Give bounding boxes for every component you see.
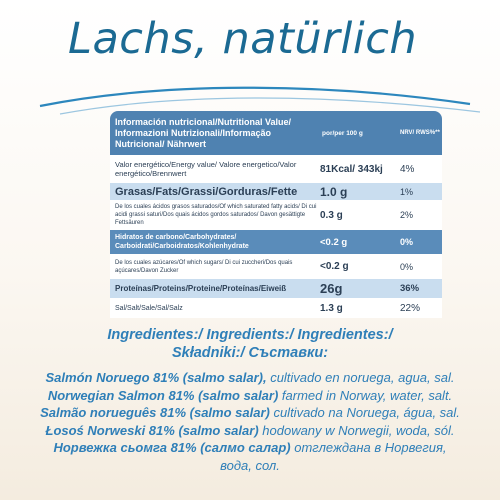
ingredient-line-bg-bold: Норвежка сьомга 81% (салмо салар) xyxy=(53,440,291,455)
row-energy xyxy=(110,155,442,183)
carbs-value: <0.2 g xyxy=(320,236,348,248)
ingredient-line-en-rest: farmed in Norway, water, salt. xyxy=(278,387,453,403)
energy-label: Valor energético/Energy value/ Valore energetico/Valor energético/Brennwert xyxy=(115,159,297,178)
ingredient-line-es-rest: cultivado en noruega, agua, sal. xyxy=(266,370,455,385)
carbs-nrv: 0% xyxy=(400,237,414,247)
row-protein xyxy=(110,279,442,298)
nutrition-header-label: Información nutricional/Nutritional Value/ Informazioni Nutrizionali/Informação Nutricional/ Nährwert xyxy=(115,117,292,149)
ingredient-line-bg-cont-text: вода, сол. xyxy=(220,457,280,473)
sugars-label: De los cuales azúcares/Of which sugars/ Di cui zuccheri/Dos quais açúcares/Davon Zucker xyxy=(115,259,293,274)
row-carbs xyxy=(110,230,442,254)
fat-label: Grasas/Fats/Grassi/Gorduras/Fette xyxy=(115,185,298,198)
ingredient-line-pt-rest: cultivado na Noruega, água, sal. xyxy=(269,405,460,420)
ingredient-line-bg-cont xyxy=(0,457,500,475)
salt-nrv: 22% xyxy=(400,302,421,314)
carbs-label: Hidratos de carbono/Carbohydrates/ Carboidrati/Carboidratos/Kohlenhydrate xyxy=(115,234,249,250)
saturated-value: 0.3 g xyxy=(320,209,343,221)
fat-value: 1.0 g xyxy=(320,184,348,199)
nrv-header: NRV/ RWS%** xyxy=(400,129,440,136)
salt-label: Sal/Salt/Sale/Sal/Salz xyxy=(115,304,183,312)
sugars-nrv: 0% xyxy=(400,261,414,272)
nutrition-table xyxy=(110,111,442,318)
ingredients-title-line-2: Składniki:/ Съставки: xyxy=(171,345,329,361)
protein-value: 26g xyxy=(320,281,343,296)
per-100g-header: por/per 100 g xyxy=(322,129,363,137)
ingredients-title-line-1: Ingredientes:/ Ingredients:/ Ingredientes:/ xyxy=(107,327,393,343)
ingredient-line-es-bold: Salmón Noruego 81% (salmo salar), xyxy=(45,370,267,385)
ingredient-line-pl-rest: hodowany w Norwegii, woda, sól. xyxy=(258,422,455,438)
saturated-label: De los cuales ácidos grasos saturados/Of which saturated fatty acids/ Di cui acidi grassi saturi/Dos quais ácidos gordos saturados/ Davon gesättigte Fettsäuren xyxy=(115,204,317,226)
ingredient-line-bg xyxy=(0,439,500,457)
ingredient-line-pt xyxy=(0,404,500,422)
brand-title: Lachs, natürlich xyxy=(68,14,418,64)
ingredients-list xyxy=(0,369,500,474)
ingredient-line-en-bold: Norwegian Salmon 81% (salmo salar) xyxy=(47,387,279,403)
fat-nrv: 1% xyxy=(400,186,414,197)
saturated-nrv: 2% xyxy=(400,210,414,220)
row-sugars xyxy=(110,254,442,279)
ingredient-line-pl xyxy=(0,422,500,440)
ingredient-line-bg-rest: отглеждана в Норвегия, xyxy=(290,440,447,455)
ingredient-line-pl-bold: Łosoś Norweski 81% (salmo salar) xyxy=(45,422,259,438)
ingredients-section xyxy=(0,326,500,474)
row-salt xyxy=(110,298,442,318)
energy-value: 81Kcal/ 343kj xyxy=(320,163,383,175)
nutrition-header xyxy=(110,111,442,155)
row-saturated xyxy=(110,200,442,230)
ingredient-line-en xyxy=(0,387,500,405)
ingredient-line-es xyxy=(0,369,500,387)
sugars-value: <0.2 g xyxy=(320,261,349,272)
ingredient-line-pt-bold: Salmão norueguês 81% (salmo salar) xyxy=(40,405,270,420)
protein-nrv: 36% xyxy=(400,283,420,294)
protein-label: Proteínas/Proteins/Proteine/Proteínas/Eiweiß xyxy=(115,284,287,293)
salt-value: 1.3 g xyxy=(320,302,343,314)
energy-nrv: 4% xyxy=(400,163,415,175)
row-fat xyxy=(110,183,442,200)
